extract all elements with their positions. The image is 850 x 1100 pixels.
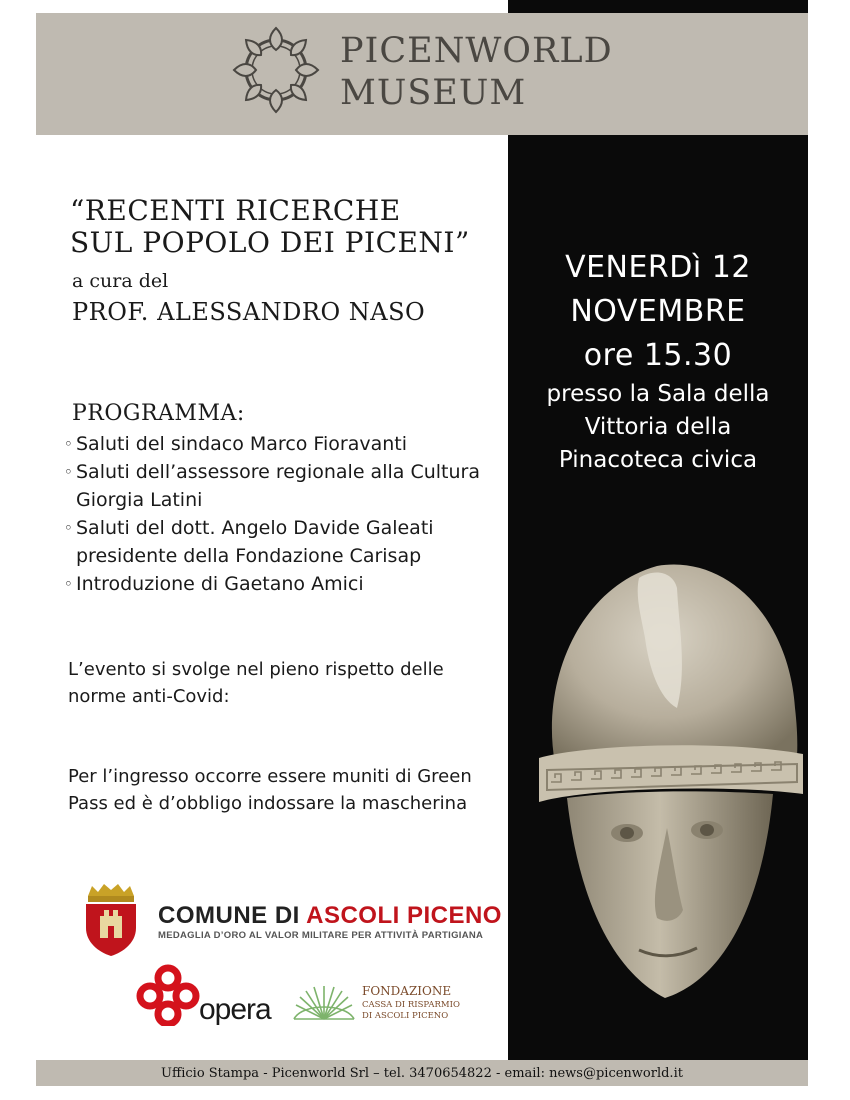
place-line3: Pinacoteca civica bbox=[558, 447, 758, 473]
program-item bbox=[64, 514, 494, 570]
bullet-icon: ◦ bbox=[64, 435, 73, 453]
date-line-month: NOVEMBRE bbox=[570, 294, 746, 329]
green-pass-note: Per l’ingresso occorre essere muniti di Green Pass ed è d’obbligo indossare la mascherina bbox=[68, 766, 472, 814]
program-item-text: Saluti del sindaco Marco Fioravanti bbox=[76, 433, 407, 455]
program-item-text: Saluti del dott. Angelo Davide Galeati presidente della Fondazione Carisap bbox=[76, 517, 434, 567]
fondazione-subtitle-line2: DI ASCOLI PICENO bbox=[362, 1011, 449, 1021]
fondazione-subtitle-line1: CASSA DI RISPARMIO bbox=[362, 1000, 460, 1010]
program-item-text: Introduzione di Gaetano Amici bbox=[76, 573, 364, 595]
museum-title-line1: PICENWORLD bbox=[340, 31, 613, 71]
program-heading: PROGRAMMA: bbox=[72, 401, 245, 426]
picenworld-logo-icon bbox=[228, 22, 324, 118]
fondazione-name: FONDAZIONE bbox=[362, 984, 452, 998]
program-list bbox=[64, 430, 494, 598]
program-item bbox=[64, 430, 494, 458]
bullet-icon: ◦ bbox=[64, 575, 73, 593]
bullet-icon: ◦ bbox=[64, 519, 73, 537]
talk-title-line2: SUL POPOLO DEI PICENI” bbox=[70, 226, 470, 259]
fondazione-logo-icon bbox=[292, 985, 356, 1021]
fondazione-subtitle bbox=[362, 1000, 460, 1022]
talk-title-line1: “RECENTI RICERCHE bbox=[70, 194, 401, 227]
place-line1: presso la Sala della bbox=[546, 381, 770, 407]
time-line: ore 15.30 bbox=[583, 338, 733, 373]
program-item-text: Saluti dell’assessore regionale alla Cultura Giorgia Latini bbox=[76, 461, 480, 511]
warrior-head-sculpture-image bbox=[527, 558, 809, 1003]
footer-contact: Ufficio Stampa - Picenworld Srl – tel. 3470654822 - email: news@picenworld.it bbox=[161, 1066, 683, 1081]
curated-by-label: a cura del bbox=[72, 270, 169, 292]
comune-name bbox=[158, 902, 502, 930]
comune-prefix: COMUNE DI bbox=[158, 902, 307, 929]
opera-logo-icon bbox=[134, 964, 206, 1026]
schedule-block bbox=[512, 246, 804, 477]
comune-city: ASCOLI PICENO bbox=[306, 902, 502, 929]
museum-title bbox=[340, 30, 613, 114]
date-line-day: VENERDì 12 bbox=[565, 250, 751, 285]
museum-title-line2: MUSEUM bbox=[340, 73, 527, 113]
comune-subtitle: MEDAGLIA D’ORO AL VALOR MILITARE PER ATTIVITÀ PARTIGIANA bbox=[158, 930, 484, 941]
covid-note: L’evento si svolge nel pieno rispetto delle norme anti-Covid: bbox=[68, 659, 444, 707]
bullet-icon: ◦ bbox=[64, 463, 73, 481]
opera-wordmark: opera bbox=[199, 993, 271, 1026]
comune-crest-icon bbox=[82, 884, 140, 956]
place-line2: Vittoria della bbox=[584, 414, 732, 440]
program-item bbox=[64, 570, 494, 598]
program-item bbox=[64, 458, 494, 514]
talk-title bbox=[70, 195, 470, 259]
speaker-name: PROF. ALESSANDRO NASO bbox=[72, 298, 426, 326]
